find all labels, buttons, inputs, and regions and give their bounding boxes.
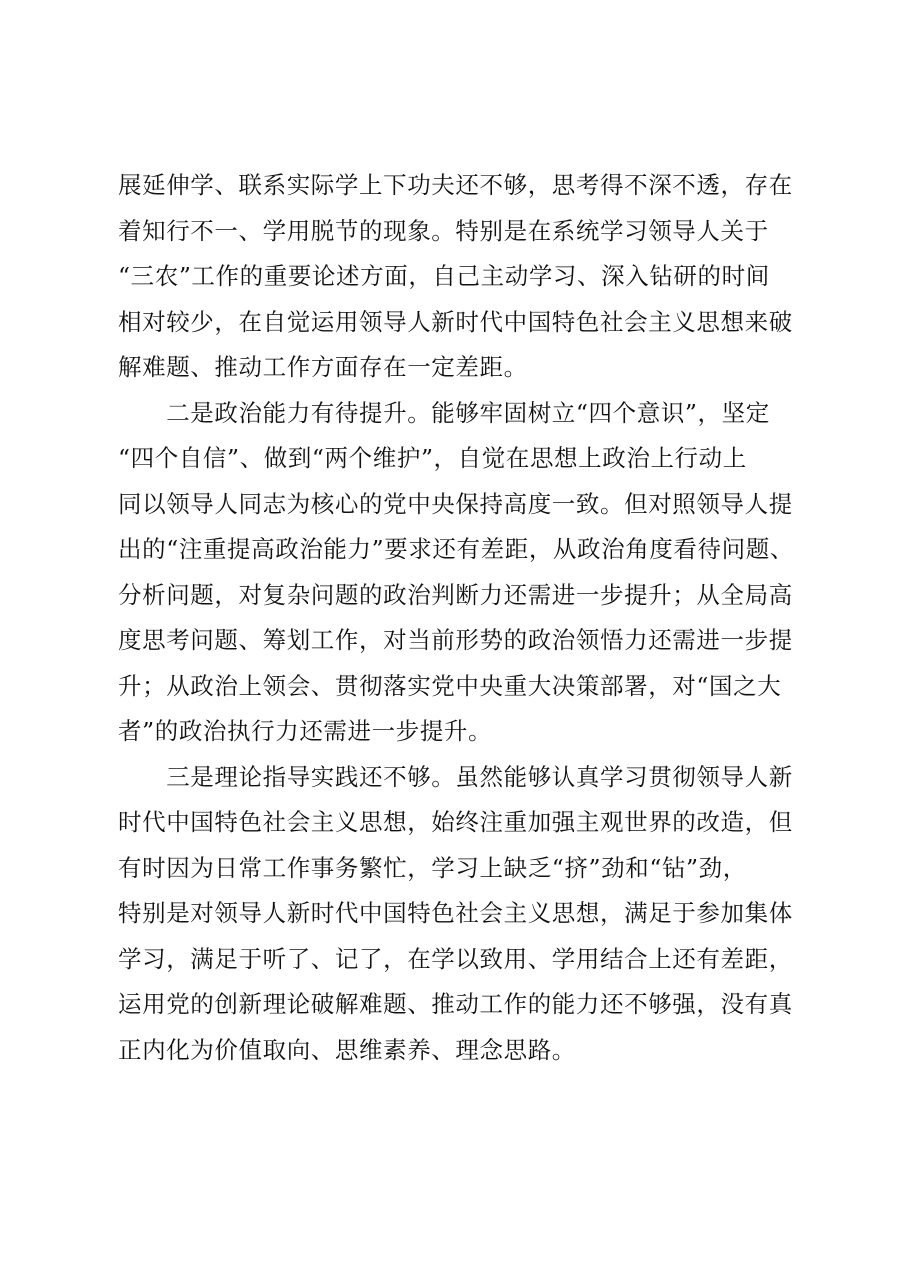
text-line: 运用党的创新理论破解难题、推动工作的能力还不够强，没有真 xyxy=(118,990,793,1018)
text-line: 分析问题，对复杂问题的政治判断力还需进一步提升；从全局高 xyxy=(118,580,793,609)
document-body xyxy=(118,163,794,1073)
text-line: 三是理论指导实践还不够。虽然能够认真学习贯彻领导人新 xyxy=(118,762,793,791)
text-line: 解难题、推动工作方面存在一定差距。 xyxy=(118,353,528,381)
text-line: 时代中国特色社会主义思想，始终注重加强主观世界的改造，但 xyxy=(118,808,793,836)
text-line: 升；从政治上领会、贯彻落实党中央重大决策部署，对“国之大 xyxy=(118,671,782,700)
text-line: 学习，满足于听了、记了，在学以致用、学用结合上还有差距， xyxy=(118,944,793,973)
paragraph xyxy=(118,755,794,1074)
text-line: 二是政治能力有待提升。能够牢固树立“四个意识”，坚定 xyxy=(118,398,770,427)
text-line: “四个自信”、做到“两个维护”，自觉在思想上政治上行动上 xyxy=(118,444,747,472)
text-line: 正内化为价值取向、思维素养、理念思路。 xyxy=(118,1035,576,1064)
text-line: 同以领导人同志为核心的党中央保持高度一致。但对照领导人提 xyxy=(118,489,793,518)
text-line: 度思考问题、筹划工作，对当前形势的政治领悟力还需进一步提 xyxy=(118,626,793,654)
text-line: 展延伸学、联系实际学上下功夫还不够，思考得不深不透，存在 xyxy=(118,171,793,199)
text-line: 特别是对领导人新时代中国特色社会主义思想，满足于参加集体 xyxy=(118,899,793,927)
paragraph xyxy=(118,391,794,755)
text-line: 相对较少，在自觉运用领导人新时代中国特色社会主义思想来破 xyxy=(118,307,793,336)
text-line: 者”的政治执行力还需进一步提升。 xyxy=(118,717,493,745)
text-line: 出的“注重提高政治能力”要求还有差距，从政治角度看待问题、 xyxy=(118,535,794,563)
text-line: 有时因为日常工作事务繁忙，学习上缺乏“挤”劲和“钻”劲， xyxy=(118,853,747,882)
paragraph xyxy=(118,163,794,391)
text-line: “三农”工作的重要论述方面，自己主动学习、深入钻研的时间 xyxy=(118,262,770,290)
text-line: 着知行不一、学用脱节的现象。特别是在系统学习领导人关于 xyxy=(118,216,769,245)
